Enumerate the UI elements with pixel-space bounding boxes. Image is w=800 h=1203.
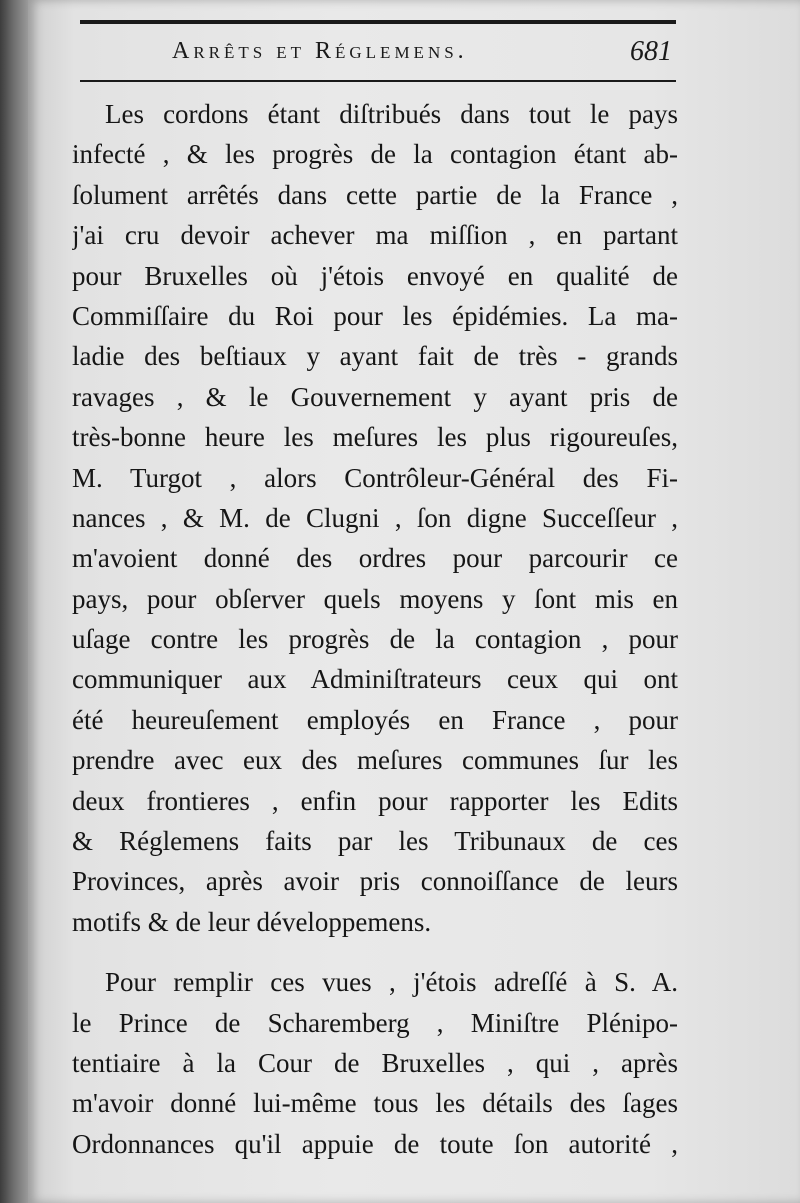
text-line: j'ai cru devoir achever ma miſſion , en partant (72, 220, 678, 251)
paragraph-2 (72, 962, 678, 1164)
paragraph-gap (72, 942, 678, 962)
book-spine-shadow (0, 0, 28, 1203)
text-line: M. Turgot , alors Contrôleur-Général des Fi- (72, 462, 678, 493)
text-line: communiquer aux Adminiſtrateurs ceux qui ont (72, 664, 678, 695)
text-line: prendre avec eux des meſures communes ſur les (72, 745, 678, 776)
text-line: Ordonnances qu'il appuie de toute ſon autorité , (72, 1128, 678, 1159)
text-line: le Prince de Scharemberg , Miniſtre Plénipo- (72, 1007, 678, 1038)
text-line: ravages , & le Gouvernement y ayant pris de (72, 381, 678, 412)
header-rule-top (80, 20, 676, 24)
text-line: ſolument arrêtés dans cette partie de la France , (72, 179, 678, 210)
text-line: ladie des beſtiaux y ayant fait de très - grands (72, 341, 678, 372)
text-line: Les cordons étant diſtribués dans tout le pays (105, 99, 678, 129)
text-line: motifs & de leur développemens. (72, 906, 432, 937)
header-rule-bottom (80, 80, 676, 82)
text-line: tentiaire à la Cour de Bruxelles , qui , après (72, 1047, 678, 1078)
text-line: uſage contre les progrès de la contagion , pour (72, 624, 678, 655)
text-line: pour Bruxelles où j'étois envoyé en qualité de (72, 260, 678, 291)
text-line: Pour remplir ces vues , j'étois adreſſé à S. A. (105, 967, 678, 998)
text-line: deux frontieres , enfin pour rapporter les Edits (72, 785, 678, 816)
text-line: & Réglemens faits par les Tribunaux de ces (72, 826, 678, 857)
running-title: Arrêts et Réglemens. (172, 38, 468, 64)
text-line: nances , & M. de Clugni , ſon digne Succeſſeur , (72, 502, 678, 533)
page-header (80, 30, 676, 74)
body-text (72, 94, 678, 1164)
text-line: très-bonne heure les meſures les plus rigoureuſes, (72, 422, 678, 453)
text-line: pays, pour obſerver quels moyens y ſont mis en (72, 583, 678, 614)
text-line: m'avoient donné des ordres pour parcourir ce (72, 543, 678, 574)
text-line: infecté , & les progrès de la contagion étant ab- (72, 139, 678, 170)
text-line: Provinces, après avoir pris connoiſſance de leurs (72, 866, 678, 897)
paragraph-1 (72, 94, 678, 942)
page-number: 681 (630, 36, 672, 67)
text-line: Commiſſaire du Roi pour les épidémies. La ma- (72, 300, 678, 331)
text-line: été heureuſement employés en France , pour (72, 704, 678, 735)
text-line: m'avoir donné lui-même tous les détails des ſages (72, 1088, 678, 1119)
